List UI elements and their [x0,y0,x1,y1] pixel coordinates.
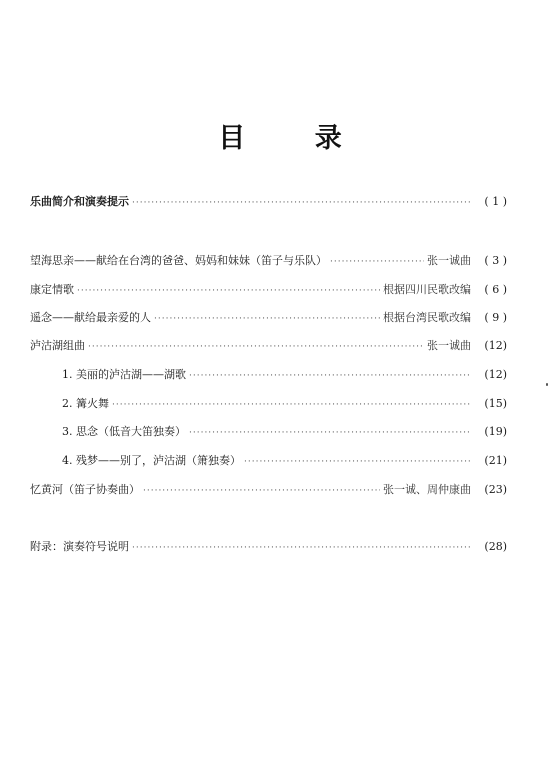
dot-leader [88,340,424,354]
toc-entry-title: 2. 篝火舞 [62,397,109,410]
toc-entry-kangding-qingge[interactable] [30,283,507,298]
toc-page-number: (23) [484,483,507,496]
page-title: 目 录 [218,123,372,154]
toc-page-number: (12) [484,339,507,352]
toc-page-number: (28) [484,540,507,553]
dot-leader [77,284,380,298]
toc-page-number: ( 6 ) [484,283,507,296]
toc-entry-wanghai-siqin[interactable] [30,254,507,269]
toc-page-number: (15) [484,397,507,410]
toc-page-number: (12) [484,368,507,381]
dot-leader [244,455,470,469]
dot-leader [132,541,470,555]
toc-entry-title: 附录：演奏符号说明 [30,540,129,553]
toc-entry-title: 4. 残梦——别了，泸沽湖（箫独奏） [62,454,241,467]
toc-entry-intro[interactable] [30,195,507,210]
toc-entry-title: 1. 美丽的泸沽湖——湖歌 [62,368,186,381]
toc-entry-title: 3. 思念（低音大笛独奏） [62,425,186,438]
toc-entry-title: 泸沽湖组曲 [30,339,85,352]
toc-page-number: (19) [484,425,507,438]
toc-entry-title: 遥念——献给最亲爱的人 [30,311,151,324]
toc-entry-yaonian[interactable] [30,311,507,326]
dot-leader [154,312,380,326]
toc-entry-composer: 根据四川民歌改编 [383,283,471,296]
toc-entry-yi-huanghe[interactable] [30,483,507,498]
toc-page-number: ( 3 ) [484,254,507,267]
dot-leader [189,426,470,440]
dot-leader [189,369,470,383]
toc-subentry-1[interactable] [62,368,507,383]
toc-subentry-2[interactable] [62,397,507,412]
toc-entry-title: 望海思亲——献给在台湾的爸爸、妈妈和妹妹（笛子与乐队） [30,254,327,267]
dot-leader [143,484,380,498]
toc-entry-composer: 根据台湾民歌改编 [383,311,471,324]
toc-page-number: ( 1 ) [484,195,507,208]
toc-entry-appendix[interactable] [30,540,507,555]
toc-entry-title: 康定情歌 [30,283,74,296]
dot-leader [330,255,424,269]
toc-entry-composer: 张一诚曲 [427,339,471,352]
toc-entry-lugu-lake-suite[interactable] [30,339,507,354]
print-speck [546,383,548,386]
toc-entry-title: 乐曲简介和演奏提示 [30,195,129,208]
toc-entry-composer: 张一诚、周仲康曲 [383,483,471,496]
toc-entry-composer: 张一诚曲 [427,254,471,267]
toc-subentry-3[interactable] [62,425,507,440]
dot-leader [132,196,470,210]
toc-subentry-4[interactable] [62,454,507,469]
toc-page-number: ( 9 ) [484,311,507,324]
dot-leader [112,398,470,412]
toc-page-number: (21) [484,454,507,467]
toc-entry-title: 忆黄河（笛子协奏曲） [30,483,140,496]
